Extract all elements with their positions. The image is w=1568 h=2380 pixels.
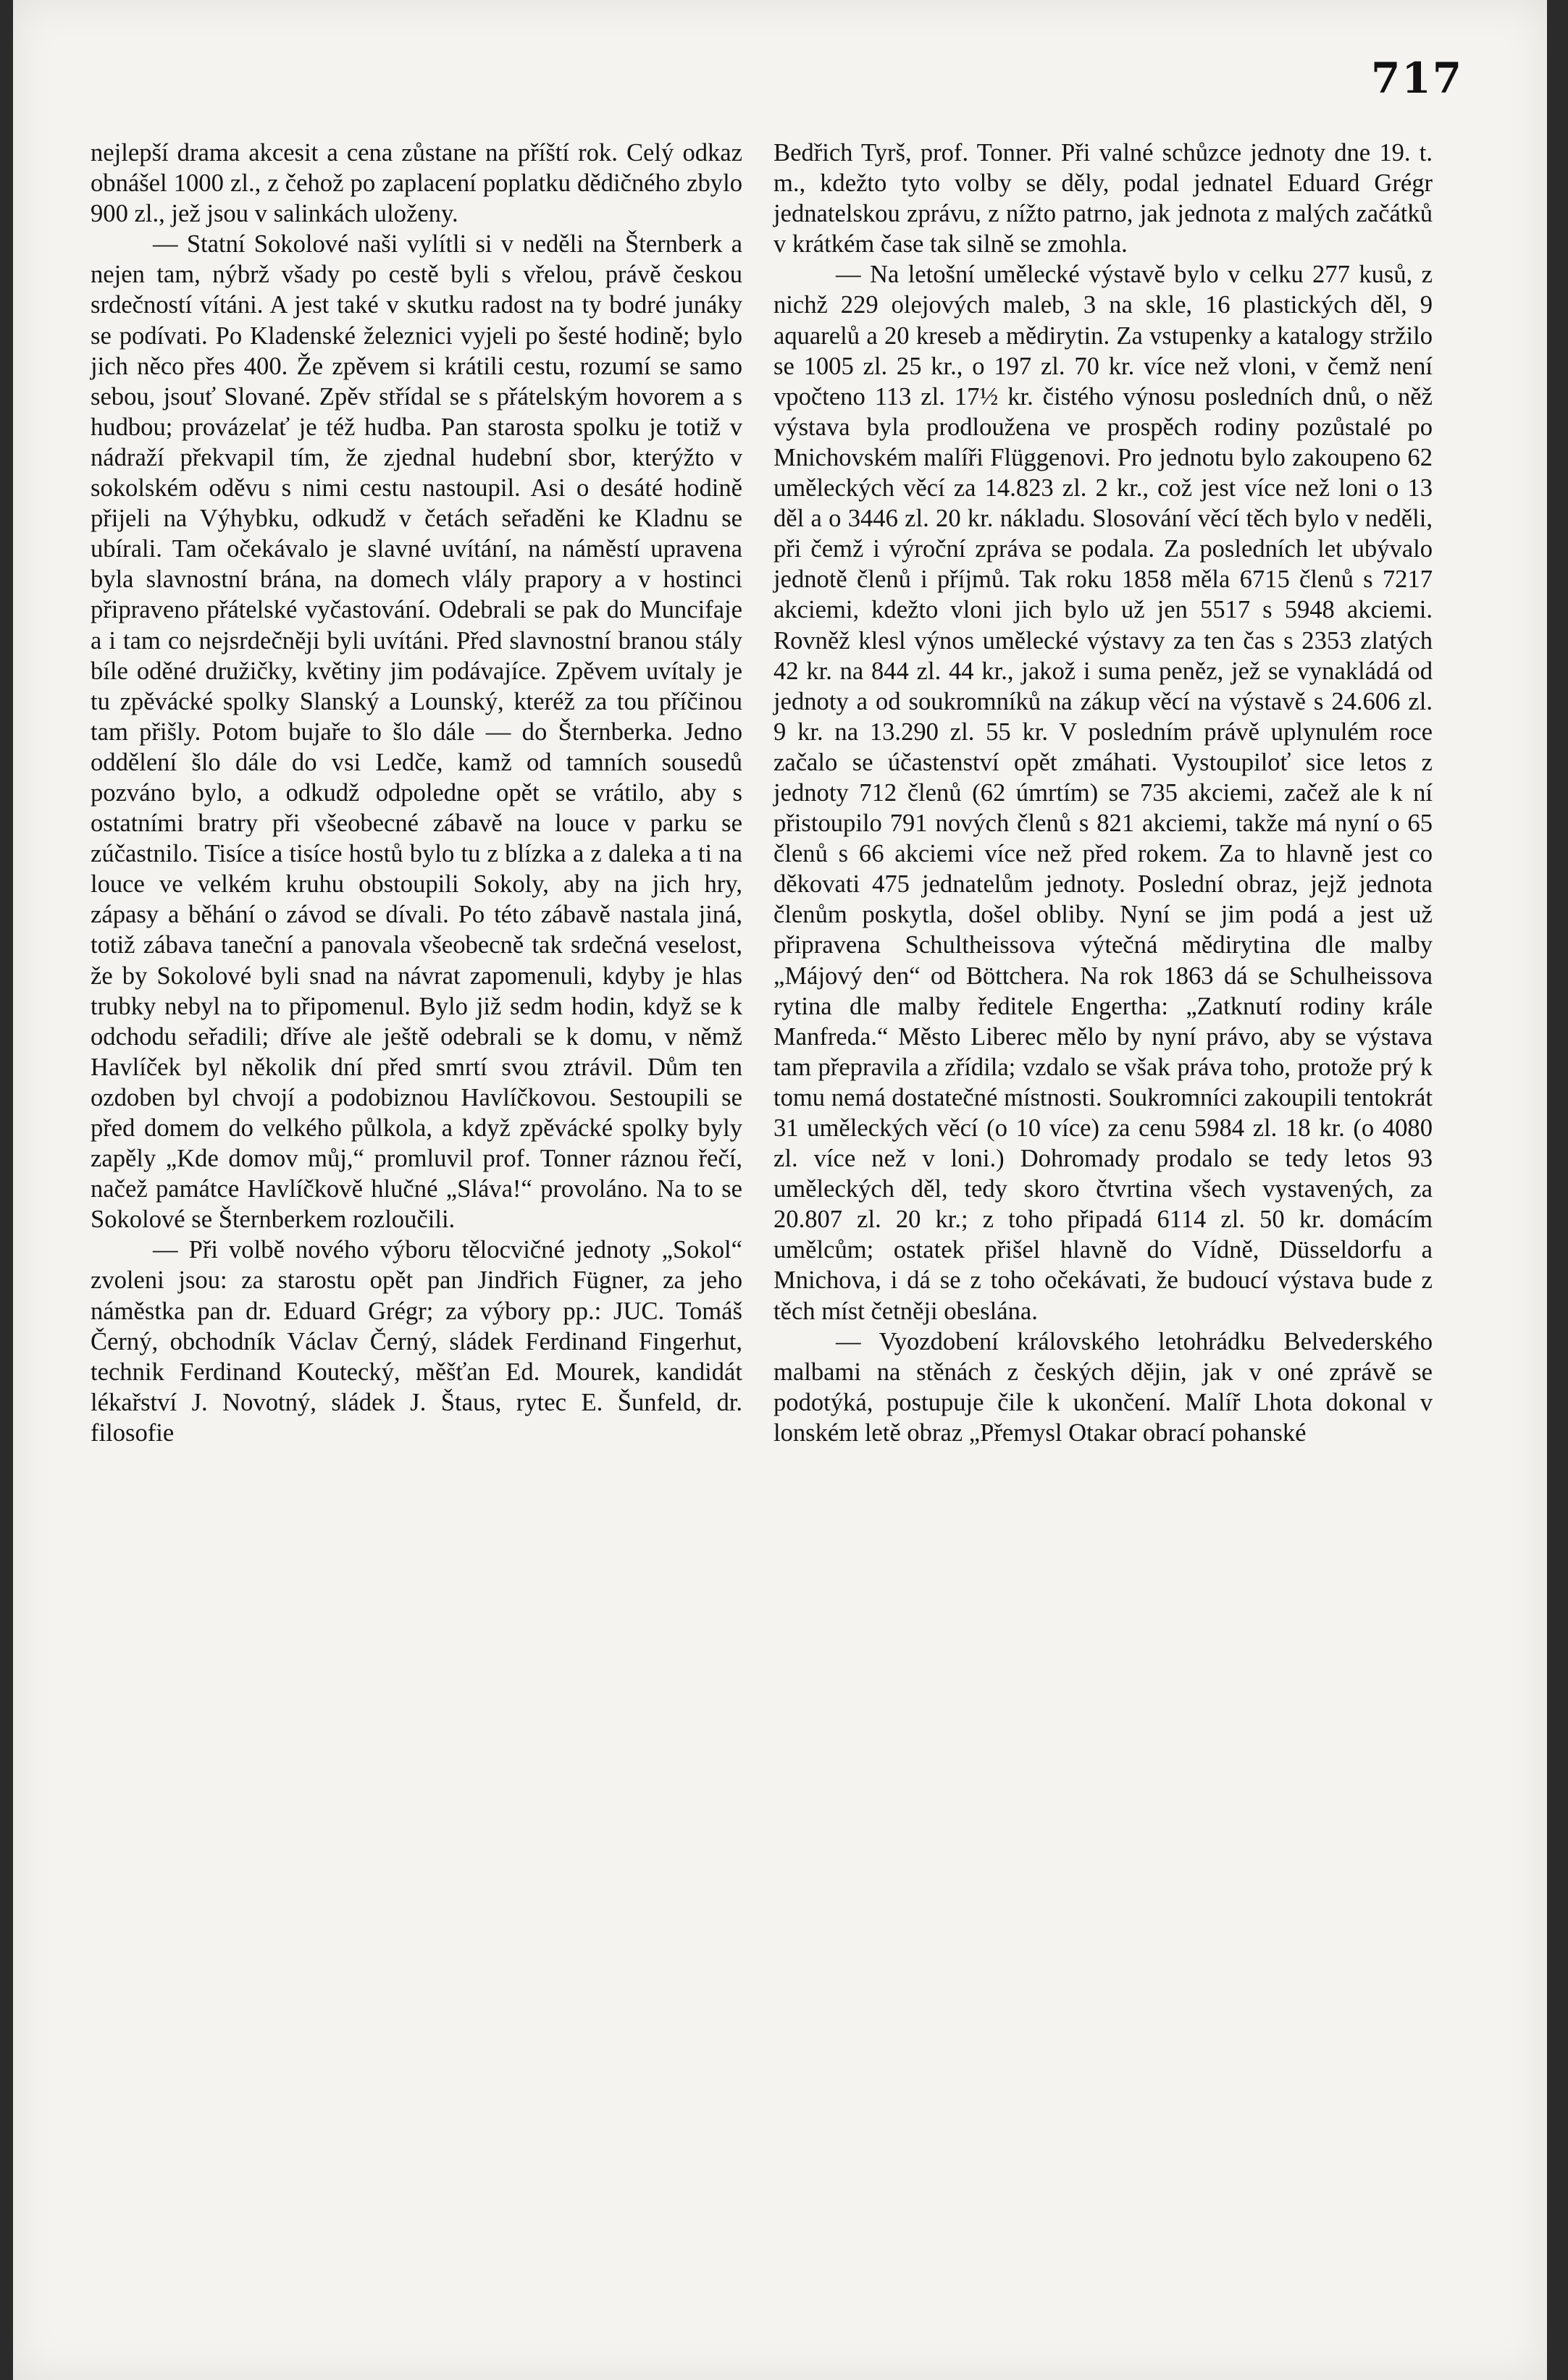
paragraph: nejlepší drama akcesit a cena zůstane na příští rok. Celý odkaz obnášel 1000 zl., z čehož po zaplacení poplatku dědičného zbylo 900 zl., jež jsou v salinkách uloženy. — [91, 139, 742, 228]
paragraph: — Při volbě nového výboru tělocvičné jednoty „Sokol“ zvoleni jsou: za starostu opět pan Jindřich Fügner, za jeho náměstka pan dr. Eduard Grégr; za výbory pp.: JUC. Tomáš Černý, obchodník Václav Černý, sládek Ferdinand Fingerhut, technik Ferdinand Koutecký, měšťan Ed. Mourek, kandidát lékařství J. Novotný, sládek J. Štaus, rytec E. Šunfeld, dr. filosofie — [91, 1236, 742, 1447]
paragraph: — Na letošní umělecké výstavě bylo v celku 277 kusů, z nichž 229 olejových maleb, 3 na skle, 16 plastických děl, 9 aquarelů a 20 kreseb a mědirytin. Za vstupenky a katalogy stržilo se 1005 zl. 25 kr., o 197 zl. 70 kr. více než vloni, v čemž není vpočteno 113 zl. 17½ kr. čistého výnosu posledních dnů, o něž výstava byla prodloužena ve prospěch rodiny pozůstalé po Mnichovském malíři Flüggenovi. Pro jednotu bylo zakoupeno 62 uměleckých věcí za 14.823 zl. 2 kr., což jest více než loni o 13 děl a o 3446 zl. 20 kr. nákladu. Slosování věcí těch bylo v neděli, při čemž i výroční zpráva se podala. Za posledních let ubývalo jednotě členů i příjmů. Tak roku 1858 měla 6715 členů s 7217 akciemi, kdežto vloni jich bylo už jen 5517 s 5948 akciemi. Rovněž klesl výnos umělecké výstavy za ten čas s 2353 zlatých 42 kr. na 844 zl. 44 kr., jakož i suma peněz, jež se vynakládá od jednoty a od soukromníků na zákup věcí na výstavě s 24.606 zl. 9 kr. na 13.290 zl. 55 kr. V posledním právě uplynulém roce začalo se účastenství opět zmáhati. Vystoupiloť sice letos z jednoty 712 členů (62 úmrtím) se 735 akciemi, začež ale k ní přistoupilo 791 nových členů s 821 akciemi, takže má nyní o 65 členů s 66 akciemi více než před rokem. Za to hlavně jest co děkovati 475 jednatelům jednoty. Poslední obraz, jejž jednota členům poskytla, došel obliby. Nyní se jim podá a jest už připravena Schultheissova výtečná mědirytina dle malby „Májový den“ od Böttchera. Na rok 1863 dá se Schulheissova rytina dle malby ředitele Engertha: „Zatknutí rodiny krále Manfreda.“ Město Liberec mělo by nyní právo, aby se výstava tam přepravila a zřídila; vzdalo se však práva toho, protože prý k tomu nemá dostatečné místnosti. Soukromníci zakoupili tentokrát 31 uměleckých věcí (o 10 více) za cenu 5984 zl. 18 kr. (o 4080 zl. více než v loni.) Dohromady prodalo se tedy letos 93 uměleckých děl, tedy skoro čtvrtina všech vystavených, za 20.807 zl. 20 kr.; z toho připadá 6114 zl. 50 kr. domácím umělcům; ostatek přišel hlavně do Vídně, Düsseldorfu a Mnichova, i dá se z toho očekávati, že budoucí výstava bude z těch míst četněji obeslána. — [773, 261, 1433, 1325]
paragraph: Bedřich Tyrš, prof. Tonner. Při valné schůzce jednoty dne 19. t. m., kdežto tyto volby se děly, podal jednatel Eduard Grégr jednatelskou zprávu, z nížto patrno, jak jednota z malých začátků v krátkém čase tak silně se zmohla. — [773, 139, 1433, 258]
right-column — [773, 138, 1433, 1448]
paragraph: — Statní Sokolové naši vylítli si v neděli na Šternberk a nejen tam, nýbrž všady po cestě byli s vřelou, právě českou srdečností vítáni. A jest také v skutku radost na ty bodré junáky se podívati. Po Kladenské železnici vyjeli po šesté hodině; bylo jich něco přes 400. Že zpěvem si krátili cestu, rozumí se samo sebou, jsouť Slované. Zpěv střídal se s přátelským hovorem a s hudbou; provázelať je též hudba. Pan starosta spolku je totiž v nádraží překvapil tím, že zjednal hudební sbor, kterýžto v sokolském oděvu s nimi cestu nastoupil. Asi o desáté hodině přijeli na Výhybku, odkudž v četách seřaděni ke Kladnu se ubírali. Tam očekávalo je slavné uvítání, na náměstí upravena byla slavnostní brána, na domech vlály prapory a v hostinci připraveno přátelské vyčastování. Odebrali se pak do Muncifaje a i tam co nejsrdečněji byli uvítáni. Před slavnostní branou stály bíle oděné družičky, květiny jim podávajíce. Zpěvem uvítaly je tu zpěvácké spolky Slanský a Lounský, kteréž za tou příčinou tam přišly. Potom bujaře to šlo dále — do Šternberka. Jedno oddělení šlo dále do vsi Ledče, kamž od tamních sousedů pozváno bylo, a odkudž odpoledne opět se vrátilo, aby s ostatními bratry při všeobecné zábavě na louce v parku se zúčastnilo. Tisíce a tisíce hostů bylo tu z blízka a z daleka a ti na louce ve velkém kruhu obstoupili Sokoly, aby na jich hry, zápasy a běhání o závod se dívali. Po této zábavě nastala jiná, totiž zábava taneční a panovala všeobecně tak srdečná veselost, že by Sokolové byli snad na návrat zapomenuli, kdyby je hlas trubky nebyl na to připomenul. Bylo již sedm hodin, když se k odchodu seřadili; dříve ale ještě odebrali se k domu, v němž Havlíček byl několik dní před smrtí svou ztrávil. Dům ten ozdoben byl chvojí a podobiznou Havlíčkovou. Sestoupili se před domem do velkého půlkola, a když zpěvácké spolky byly zapěly „Kde domov můj,“ promluvil prof. Tonner ráznou řečí, načež památce Havlíčkově hlučné „Sláva!“ provoláno. Na to se Sokolové se Šternberkem rozloučili. — [91, 230, 742, 1234]
paragraph: — Vyozdobení královského letohrádku Belvederského malbami na stěnách z českých dějin, jak v oné zprávě se podotýká, postupuje čile k ukončení. Malíř Lhota dokonal v lonském letě obraz „Přemysl Otakar obrací pohanské — [773, 1327, 1433, 1447]
left-column — [91, 138, 742, 1448]
page-number: 717 — [1371, 54, 1464, 103]
newspaper-page — [13, 0, 1547, 2380]
